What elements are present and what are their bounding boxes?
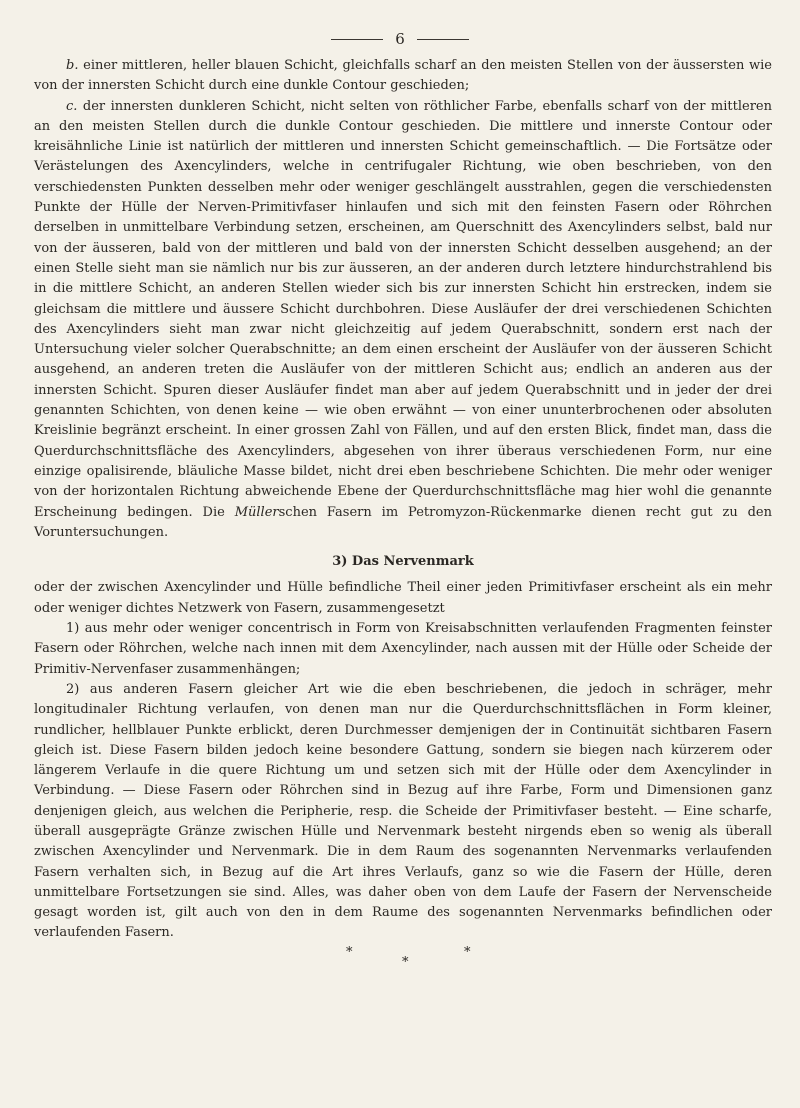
asterisk-ornament-left: * xyxy=(346,944,353,960)
paragraph-b-text: einer mittleren, heller blauen Schicht, gleichfalls scharf an den meisten Stellen von der äussersten wie von der innersten Schicht durch eine dunkle Contour geschieden; xyxy=(34,58,772,94)
asterisk-ornament-center: * xyxy=(402,954,409,970)
paragraph-c-marker: c. xyxy=(66,98,78,114)
asterisk-ornament-right: * xyxy=(464,944,471,960)
header-rule-left xyxy=(331,39,383,40)
paragraph-c-tail: schen Fasern im Petromyzon-Rückenmarke dienen recht gut zu den Voruntersuchungen. xyxy=(34,504,772,540)
paragraph-c-text: der innersten dunkleren Schicht, nicht selten von röthlicher Farbe, ebenfalls scharf von der mittleren an den meisten Stellen durch die dunkle Contour geschieden. Die mittlere und innerste Contour oder kreisähnliche Linie ist natürlich der mittleren und innersten Schicht gemeinschaftlich. — Die Fortsätze oder Verästelungen des Axencylinders, welche in centrifugaler Richtung, wie oben beschrieben, von den verschiedensten Punkten desselben mehr oder weniger geschlängelt ausstrahlen, gegen die verschiedensten Punkte der Hülle der Nerven-Primitivfaser hinlaufen und sich mit den feinsten Fasern oder Röhrchen derselben in unmittelbare Verbindung setzen, erscheinen, am Querschnitt des Axencylinders selbst, bald nur von der äusseren, bald von der mittleren und bald von der innersten Schicht desselben ausgehend; an der einen Stelle sieht man sie nämlich nur bis zur äusseren, an der anderen durch letztere hindurchstrahlend bis in die mittlere Schicht, an anderen Stellen wieder sich bis zur innersten Schicht hin erstrecken, indem sie gleichsam die mittlere und äussere Schicht durchbohren. Diese Ausläufer der drei verschiedenen Schichten des Axencylinders sieht man zwar nicht gleichzeitig auf jedem Querabschnitt, sondern erst nach der Untersuchung vieler solcher Querabschnitte; an dem einen erscheint der Ausläufer von der äusseren Schicht ausgehend, an anderen treten die Ausläufer von der mittleren Schicht aus; endlich an anderen aus der innersten Schicht. Spuren dieser Ausläufer findet man aber auf jedem Querabschnitt und in jeder der drei genannten Schichten, von denen keine — wie oben erwähnt — von einer ununterbrochenen oder absoluten Kreislinie begränzt erscheint. In einer grossen Zahl von Fällen, und auf den ersten Blick, findet man, dass die Querdurchschnittsfläche des Axencylinders, abgesehen von ihrer überaus verschiedenen Form, nur eine einzige opalisirende, bläuliche Masse bildet, nicht drei eben beschriebene Schichten. Die mehr oder weniger von der horizontalen Richtung abweichende Ebene der Querdurchschnittsfläche mag hier wohl die genannte Erscheinung bedingen. Die xyxy=(34,98,772,520)
body-text xyxy=(34,56,772,986)
paragraph-c xyxy=(34,97,772,544)
nervenmark-intro: oder der zwischen Axencylinder und Hülle befindliche Theil einer jeden Primitivfaser erscheint als ein mehr oder weniger dichtes Netzwerk von Fasern, zusammengesetzt xyxy=(34,580,772,616)
nervenmark-item-2: 2) aus anderen Fasern gleicher Art wie die eben beschriebenen, die jedoch in schräger, mehr longitudinaler Richtung verlaufen, von denen man nur die Querdurchschnittsflächen in Form kleiner, rundlicher, hellblauer Punkte erblickt, deren Durchmesser demjenigen der in Continuität sichtbaren Fasern gleich ist. Diese Fasern bilden jedoch keine besondere Gattung, sondern sie biegen nach kürzerem oder längerem Verlaufe in die quere Richtung um und setzen sich mit der Hülle oder dem Axencylinder in Verbindung. — Diese Fasern oder Röhrchen sind in Bezug auf ihre Farbe, Form und Dimensionen ganz denjenigen gleich, aus welchen die Peripherie, resp. die Scheide der Primitivfaser besteht. — Eine scharfe, überall ausgeprägte Gränze zwischen Hülle und Nervenmark besteht nirgends eben so wenig als überall zwischen Axencylinder und Nervenmark. Die in dem Raum des sogenannten Nervenmarks verlaufenden Fasern verhalten sich, in Bezug auf die Art ihres Verlaufs, ganz so wie die Fasern der Hülle, deren unmittelbare Fortsetzungen sie sind. Alles, was daher oben von dem Laufe der Fasern der Nervenscheide gesagt worden ist, gilt auch von den in dem Raume des sogenannten Nervenmarks befindlichen oder verlaufenden Fasern. xyxy=(34,681,772,941)
page-header xyxy=(0,32,800,47)
paragraph-b-marker: b. xyxy=(66,58,79,73)
header-rule-right xyxy=(417,39,469,40)
section-heading: 3) Das Nervenmark xyxy=(332,554,474,570)
page-number: 6 xyxy=(395,30,405,48)
author-name: Müller xyxy=(234,504,279,520)
paragraph-b xyxy=(34,56,772,97)
closing-ornament xyxy=(34,946,772,986)
nervenmark-item-1: 1) aus mehr oder weniger concentrisch in Form von Kreisabschnitten verlaufenden Fragmenten feinster Fasern oder Röhrchen, welche nach innen mit dem Axencylinder, nach aussen mit der Hülle oder Scheide der Primitiv-Nervenfaser zusammenhängen; xyxy=(34,621,772,677)
